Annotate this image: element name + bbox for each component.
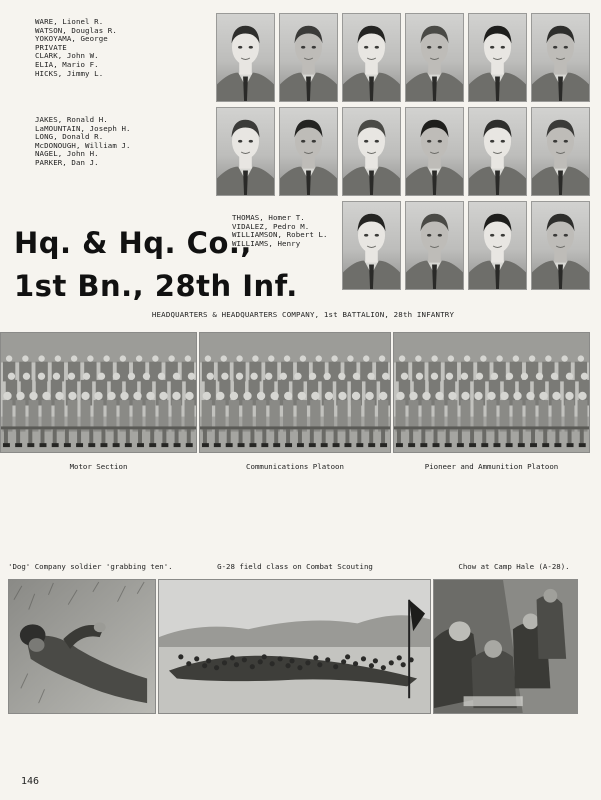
rank-heading-private: PRIVATE	[35, 42, 67, 52]
roster-names-middle	[35, 116, 131, 168]
name-williams: WILLIAMS, Henry	[232, 238, 301, 248]
name-parker: PARKER, Dan J.	[35, 157, 99, 167]
caption-communications-platoon: Communications Platoon	[246, 462, 344, 471]
photo-soldier-resting	[8, 579, 156, 714]
soldier-portrait	[468, 201, 527, 290]
name-vidalez: VIDALEZ, Pedro M.	[232, 221, 310, 231]
soldier-portrait	[531, 201, 590, 290]
group-photo-pioneer-ammunition-platoon	[393, 332, 590, 453]
name-thomas: THOMAS, Homer T.	[232, 213, 305, 222]
soldier-portrait	[468, 13, 527, 102]
soldier-portrait	[405, 201, 464, 290]
caption-motor-section: Motor Section	[69, 462, 128, 471]
name-ware: WARE, Lionel R.	[35, 17, 104, 26]
soldier-portrait	[468, 107, 527, 196]
soldier-portrait	[531, 13, 590, 102]
name-elia: ELIA, Mario F.	[35, 59, 99, 69]
soldier-portrait	[342, 107, 401, 196]
photo-field-class	[158, 579, 431, 714]
soldier-portrait	[405, 107, 464, 196]
roster-names-top	[35, 18, 117, 78]
soldier-portrait	[405, 13, 464, 102]
headline-company: Hq. & Hq. Co.,	[14, 226, 252, 260]
caption-pioneer-ammunition-platoon: Pioneer and Ammunition Platoon	[424, 462, 559, 471]
name-hicks: HICKS, Jimmy L.	[35, 68, 104, 78]
name-lamountain: LaMOUNTAIN, Joseph H.	[35, 123, 131, 133]
soldier-portrait	[531, 107, 590, 196]
name-clark: CLARK, John W.	[35, 51, 99, 61]
headline-battalion: 1st Bn., 28th Inf.	[14, 269, 298, 303]
soldier-portrait	[342, 13, 401, 102]
name-yokoyama: YOKOYAMA, George	[35, 34, 108, 44]
soldier-portrait	[342, 201, 401, 290]
soldier-portrait	[216, 13, 275, 102]
photo-chow-camp-hale	[433, 579, 578, 714]
caption-dog-company: 'Dog' Company soldier 'grabbing ten'.	[8, 562, 173, 571]
unit-subtitle: HEADQUARTERS & HEADQUARTERS COMPANY, 1st BATTALION, 28th INFANTRY	[151, 310, 455, 319]
caption-chow-camp-hale: Chow at Camp Hale (A-28).	[458, 562, 570, 571]
soldier-portrait	[279, 13, 338, 102]
caption-field-class: G-28 field class on Combat Scouting	[217, 562, 373, 571]
name-mcdonough: McDONOUGH, William J.	[35, 140, 131, 150]
name-nagel: NAGEL, John H.	[35, 149, 99, 159]
name-watson: WATSON, Douglas R.	[35, 25, 117, 35]
soldier-portrait	[216, 107, 275, 196]
soldier-portrait	[279, 107, 338, 196]
page-number: 146	[21, 776, 40, 787]
name-jakes: JAKES, Ronald H.	[35, 115, 108, 124]
name-long: LONG, Donald R.	[35, 132, 104, 142]
name-williamson: WILLIAMSON, Robert L.	[232, 230, 328, 240]
group-photo-communications-platoon	[199, 332, 391, 453]
group-photo-motor-section	[0, 332, 197, 453]
